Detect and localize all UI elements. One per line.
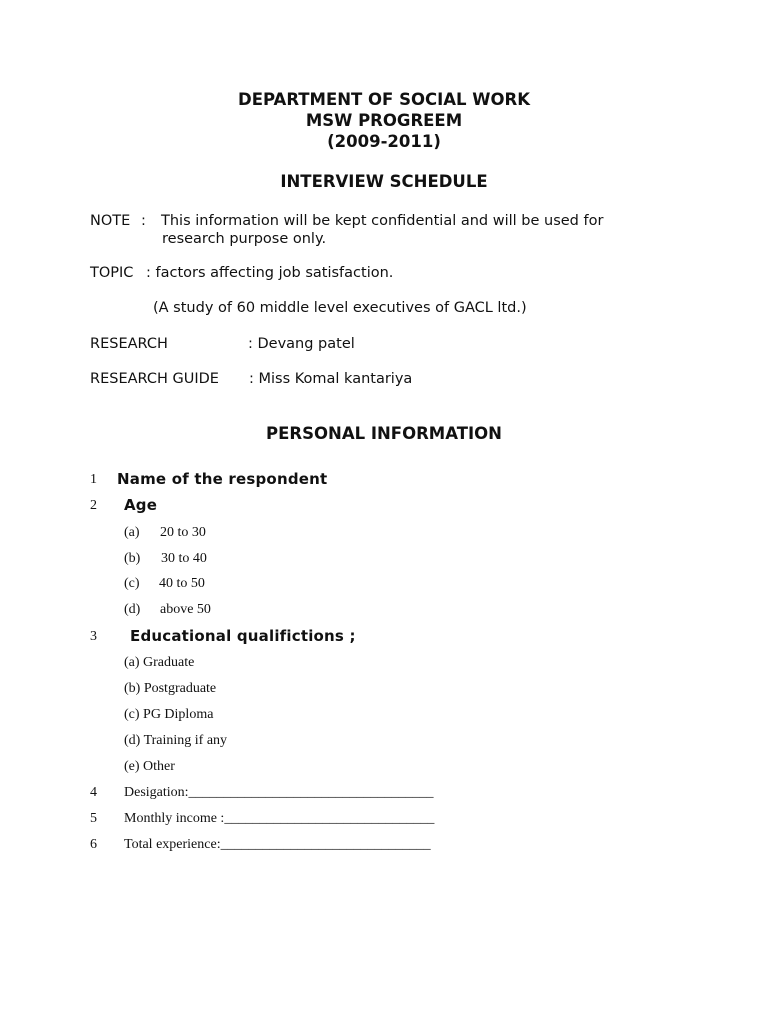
research-value: : Devang patel [248, 336, 355, 352]
topic-label: TOPIC [90, 265, 134, 281]
question-number: 4 [90, 785, 97, 800]
option-label: 30 to 40 [161, 551, 207, 566]
research-guide-label: RESEARCH GUIDE [90, 371, 219, 387]
option-label: (a) Graduate [124, 655, 195, 670]
designation-field: Desigation:___________________________________ [124, 785, 434, 800]
program-title: MSW PROGREEM [305, 111, 463, 130]
option-key: (a) [124, 525, 140, 540]
department-title: DEPARTMENT OF SOCIAL WORK [238, 90, 530, 109]
document-title: INTERVIEW SCHEDULE [280, 172, 488, 191]
question-title: Age [124, 496, 158, 514]
option-key: (c) [124, 576, 140, 591]
note-label: NOTE [90, 213, 131, 229]
option-label: (d) Training if any [124, 733, 228, 748]
research-label: RESEARCH [90, 336, 168, 352]
note-text-line2: research purpose only. [162, 231, 327, 247]
section-title: PERSONAL INFORMATION [266, 424, 502, 443]
question-number: 5 [90, 811, 97, 826]
monthly-income-field: Monthly income :______________________________ [124, 811, 435, 826]
option-key: (b) [124, 551, 141, 566]
option-label: (e) Other [124, 759, 175, 774]
option-label: (b) Postgraduate [124, 681, 217, 696]
question-number: 3 [90, 629, 97, 644]
question-number: 2 [90, 498, 97, 513]
option-label: 20 to 30 [160, 525, 206, 540]
question-title: Name of the respondent [117, 470, 328, 488]
topic-text: : factors affecting job satisfaction. [146, 265, 394, 281]
option-key: (d) [124, 602, 141, 617]
note-colon: : [141, 213, 146, 229]
study-description: (A study of 60 middle level executives of GACL ltd.) [153, 300, 527, 316]
years-title: (2009-2011) [327, 132, 441, 151]
question-number: 6 [90, 837, 97, 852]
research-guide-value: : Miss Komal kantariya [249, 371, 413, 387]
question-number: 1 [90, 472, 97, 487]
option-label: 40 to 50 [159, 576, 205, 591]
option-label: (c) PG Diploma [124, 707, 214, 722]
option-label: above 50 [160, 602, 211, 617]
note-text-line1: This information will be kept confidential and will be used for [161, 213, 604, 229]
total-experience-field: Total experience:______________________________ [124, 837, 431, 852]
question-title: Educational qualifictions ; [130, 627, 356, 645]
